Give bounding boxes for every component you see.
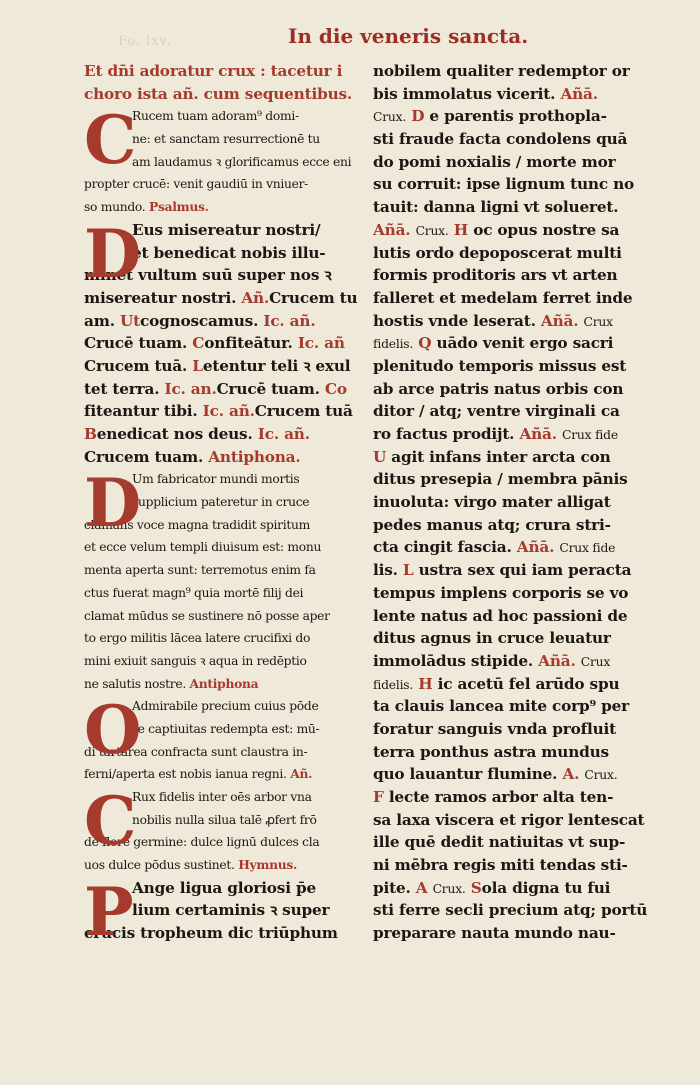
- text-line: [373, 378, 655, 401]
- text-run: mini exiuit sanguis ꝛ aqua in redēptio: [84, 653, 307, 668]
- rubric-label: Añā.: [560, 84, 598, 103]
- running-head: In die veneris sancta.: [288, 24, 529, 48]
- rubric-label: S: [470, 878, 482, 897]
- right-column: [373, 60, 655, 945]
- text-run: e parentis prothopla-: [429, 107, 607, 126]
- text-run: Crux.: [373, 110, 407, 125]
- rubric-initial: F: [373, 788, 384, 806]
- verse-rubric: L: [192, 356, 203, 375]
- verse-line: [84, 310, 364, 333]
- text-run: do pomi noxialis / morte mor: [373, 152, 616, 171]
- verse-rubric: Ic. añ.: [202, 402, 255, 421]
- text-line: [373, 400, 655, 423]
- rubric-initial: Añā.: [373, 220, 411, 239]
- verse-line: [84, 355, 364, 378]
- hymnus-label: Hymnus.: [238, 857, 297, 873]
- verse-rubric: Ut: [119, 311, 140, 330]
- text-line: [373, 831, 655, 854]
- text-line: [373, 763, 655, 786]
- text-run: nobilis nulla silua talē ꝓfert frō: [132, 812, 317, 827]
- text-run: minet vultum suū super nos ꝛ: [84, 266, 332, 285]
- rubric-label: A: [415, 878, 428, 897]
- psalmus-label: Psalmus.: [149, 199, 209, 215]
- text-line: [373, 287, 655, 310]
- text-line: [373, 582, 655, 605]
- rubric-label: H: [418, 674, 433, 693]
- rubric-label: Añā.: [516, 538, 555, 557]
- text-line: [373, 922, 655, 945]
- verse-text: onfiteātur.: [204, 334, 293, 353]
- text-block: [84, 872, 364, 951]
- text-run: preparare nauta mundo nau-: [373, 924, 616, 943]
- text-line: [84, 605, 364, 628]
- text-run: ic acetū fel arūdo spu: [437, 674, 620, 693]
- text-run: lis.: [373, 561, 398, 580]
- verse-line: [84, 423, 364, 446]
- text-run: clamans voce magna tradidit spiritum: [84, 517, 310, 532]
- verse-text: enedicat nos deus.: [96, 425, 253, 443]
- verse-pre: Crucem tuam.: [84, 447, 204, 466]
- text-line: [373, 605, 655, 628]
- rubric-label: A.: [562, 765, 580, 784]
- text-line: [373, 128, 655, 151]
- text-run: de flore germine: dulce lignū dulces cla: [84, 835, 320, 850]
- text-run: inuoluta: virgo mater alligat: [373, 493, 611, 512]
- text-run: supplicium pateretur in cruce: [132, 495, 310, 510]
- drop-initial: O: [84, 691, 142, 770]
- text-line: [373, 536, 655, 559]
- text-run: ditus presepia / membra pānis: [373, 470, 628, 489]
- text-block: [84, 464, 364, 695]
- text-run: formis proditoris ars vt arten: [373, 266, 618, 285]
- text-run: quo lauantur flumine.: [373, 765, 558, 784]
- verse-pre: fiteantur tibi.: [84, 402, 198, 421]
- verse-rubric: Ic. añ.: [263, 311, 316, 330]
- text-line: [373, 786, 655, 809]
- text-run: sti fraude facta condolens quā: [373, 130, 628, 149]
- text-line: [373, 83, 655, 106]
- verse-rubric: Ic. an.: [164, 379, 217, 398]
- text-run: crucis tropheum dic triūphum: [84, 924, 338, 943]
- show-through-folio: Fo. lxv.: [118, 34, 172, 49]
- text-run: et ecce velum templi diuisum est: monu: [84, 540, 322, 555]
- text-run: misereatur nostri.: [84, 288, 237, 307]
- text-run: uos dulce pōdus sustinet.: [84, 858, 235, 873]
- text-run: plenitudo temporis missus est: [373, 356, 627, 375]
- verse-rubric: Ic. añ: [297, 334, 345, 353]
- text-run: so mundo.: [84, 200, 146, 215]
- text-run: uādo venit ergo sacri: [436, 334, 614, 353]
- text-run: am laudamus ꝛ glorificamus ecce eni: [132, 154, 352, 169]
- text-line: [373, 877, 655, 900]
- text-line: [373, 695, 655, 718]
- text-run: immolādus stipide.: [373, 651, 534, 670]
- text-line: [84, 650, 364, 673]
- text-run: Eus misereatur nostri/: [132, 220, 321, 239]
- text-run: lecte ramos arbor alta ten-: [388, 788, 614, 806]
- drop-initial: C: [84, 101, 137, 180]
- text-run: oc opus nostre sa: [473, 220, 620, 239]
- text-line: [373, 105, 655, 128]
- text-line: [373, 627, 655, 650]
- text-line: [373, 446, 655, 469]
- text-run: lium certaminis ꝛ super: [132, 901, 330, 920]
- text-run: to ergo militis lācea latere crucifixi do: [84, 631, 311, 646]
- antiphona-label: Antiphona: [189, 675, 259, 691]
- text-run: terra ponthus astra mundus: [373, 742, 609, 761]
- text-run: Um fabricator mundi mortis: [132, 472, 300, 487]
- text-run: ustra sex qui iam peracta: [418, 561, 632, 580]
- text-run: agit infans inter arcta con: [391, 447, 611, 466]
- text-run: et benedicat nobis illu-: [132, 243, 326, 262]
- rubric-label: Añ.: [290, 766, 313, 782]
- drop-initial: P: [84, 872, 134, 951]
- text-run: Ange ligua gloriosi p̄e: [132, 878, 316, 897]
- text-run: Crux.: [584, 768, 618, 783]
- rubric-initial: U: [373, 447, 387, 466]
- verse-pre: tet terra.: [84, 379, 160, 398]
- text-run: Admirabile precium cuius pōde: [132, 699, 319, 714]
- verse-rubric: Añ.: [241, 288, 270, 307]
- rubric-label: Añā.: [519, 425, 557, 443]
- text-run: ni mēbra regis miti tendas sti-: [373, 856, 628, 875]
- verse-pre: am.: [84, 311, 115, 330]
- rubric-line: choro ista añ. cum sequentibus.: [84, 84, 353, 103]
- text-block: [84, 782, 364, 877]
- rubric-line: Et dn̄i adoratur crux : tacetur i: [84, 62, 343, 80]
- text-line: [373, 332, 655, 355]
- verse-rubric: C: [192, 334, 205, 353]
- verse-pre: Crucem tuā.: [84, 356, 188, 375]
- text-run: Crux: [583, 314, 613, 329]
- text-run: pedes manus atq; crura stri-: [373, 515, 611, 534]
- text-line: [373, 854, 655, 877]
- verse-text: etentur teli ꝛ exul: [202, 356, 351, 375]
- text-run: nobilem qualiter redemptor or: [373, 62, 630, 80]
- verse-rubric: Antiphona.: [208, 447, 301, 466]
- rubric-label: H: [453, 220, 469, 239]
- text-line: [373, 173, 655, 196]
- verse-rubric: Ic. añ.: [257, 425, 310, 443]
- text-run: clamat mūdus se sustinere nō posse aper: [84, 608, 330, 623]
- text-block: [84, 691, 364, 786]
- text-run: ctus fuerat magn⁹ quia mortē filij dei: [84, 585, 304, 600]
- text-run: pite.: [373, 878, 411, 897]
- text-run: ditus agnus in cruce leuatur: [373, 629, 611, 648]
- rubric-label: Añā.: [538, 651, 576, 670]
- text-line: [373, 559, 655, 582]
- text-run: tempus implens corporis se vo: [373, 583, 629, 602]
- text-line: [373, 219, 655, 242]
- text-run: bis immolatus vicerit.: [373, 84, 556, 103]
- text-run: su corruit: ipse lignum tunc no: [373, 175, 634, 194]
- text-run: ferni/aperta est nobis ianua regni.: [84, 767, 287, 782]
- text-run: ola digna tu fui: [481, 878, 611, 897]
- text-run: Rucem tuam adoram⁹ domi-: [132, 109, 299, 124]
- rubric-label: Q: [418, 334, 432, 353]
- text-run: ne salutis nostre.: [84, 676, 186, 691]
- drop-initial: C: [84, 782, 137, 860]
- rubric-label: Añā.: [540, 311, 579, 330]
- text-run: ro factus prodijt.: [373, 425, 515, 443]
- text-run: ta clauis lancea mite corp⁹ per: [373, 697, 630, 716]
- text-run: menta aperta sunt: terremotus enim fa: [84, 563, 316, 578]
- verse-line: [84, 332, 364, 355]
- verse-pre: Crucē tuam.: [84, 334, 188, 353]
- text-line: [373, 718, 655, 741]
- text-run: Crux: [580, 654, 611, 669]
- text-line: [373, 60, 655, 83]
- verse-text: Crucem tuā: [254, 402, 353, 421]
- drop-initial: D: [84, 464, 142, 543]
- text-run: Crux.: [415, 223, 449, 238]
- drop-initial: D: [84, 214, 142, 293]
- text-line: [373, 673, 655, 696]
- verse-text: Crucē tuam.: [216, 379, 320, 398]
- verse-line: [84, 400, 364, 423]
- text-run: hostis vnde leserat.: [373, 311, 536, 330]
- text-line: [373, 741, 655, 764]
- text-line: [373, 423, 655, 446]
- text-run: ditor / atq; ventre virginali ca: [373, 402, 620, 421]
- text-run: Crux.: [432, 881, 466, 896]
- verse-text: cognoscamus.: [139, 311, 259, 330]
- text-line: [373, 650, 655, 673]
- text-run: tauit: danna ligni vt solueret.: [373, 198, 619, 217]
- text-run: fidelis.: [373, 677, 414, 692]
- left-column: [84, 60, 364, 951]
- text-run: lutis ordo depoposcerat multi: [373, 243, 622, 262]
- text-line: [84, 559, 364, 582]
- text-run: sti ferre secli precium atq; portū: [373, 901, 648, 920]
- text-run: fidelis.: [373, 337, 414, 352]
- text-run: falleret et medelam ferret inde: [373, 288, 633, 307]
- text-run: Crux fide: [559, 541, 616, 556]
- text-line: [373, 310, 655, 333]
- text-run: ille quē dedit natiuitas vt sup-: [373, 833, 626, 852]
- text-run: sa laxa viscera et rigor lentescat: [373, 810, 645, 829]
- text-line: [373, 264, 655, 287]
- rubric-label: D: [411, 107, 425, 126]
- text-run: re captiuitas redempta est: mū-: [132, 721, 320, 736]
- text-line: [373, 196, 655, 219]
- verse-rubric: B: [84, 425, 97, 443]
- text-line: [373, 514, 655, 537]
- text-line: [373, 242, 655, 265]
- text-run: foratur sanguis vnda profluit: [373, 719, 617, 738]
- text-line: [373, 899, 655, 922]
- text-run: di tartarea confracta sunt claustra in-: [84, 744, 308, 759]
- verse-text: Crucem tu: [269, 288, 358, 307]
- text-run: ne: et sanctam resurrectionē tu: [132, 132, 320, 147]
- text-line: [373, 355, 655, 378]
- text-run: Crux fide: [562, 428, 618, 442]
- text-run: ab arce patris natus orbis con: [373, 379, 624, 398]
- rubric-label: L: [402, 561, 414, 580]
- text-block: [84, 214, 364, 310]
- text-line: [84, 627, 364, 650]
- text-line: [373, 491, 655, 514]
- text-line: [373, 151, 655, 174]
- text-run: lente natus ad hoc passioni de: [373, 606, 628, 625]
- text-block: [84, 101, 364, 218]
- text-line: [373, 809, 655, 832]
- text-run: cta cingit fascia.: [373, 538, 512, 557]
- verse-line: [84, 378, 364, 401]
- text-run: Rux fidelis inter oēs arbor vna: [132, 790, 312, 804]
- text-line: [84, 582, 364, 605]
- text-line: [373, 468, 655, 491]
- text-run: propter crucē: venit gaudiū in vniuer-: [84, 177, 309, 192]
- verse-rubric: Co: [324, 379, 347, 398]
